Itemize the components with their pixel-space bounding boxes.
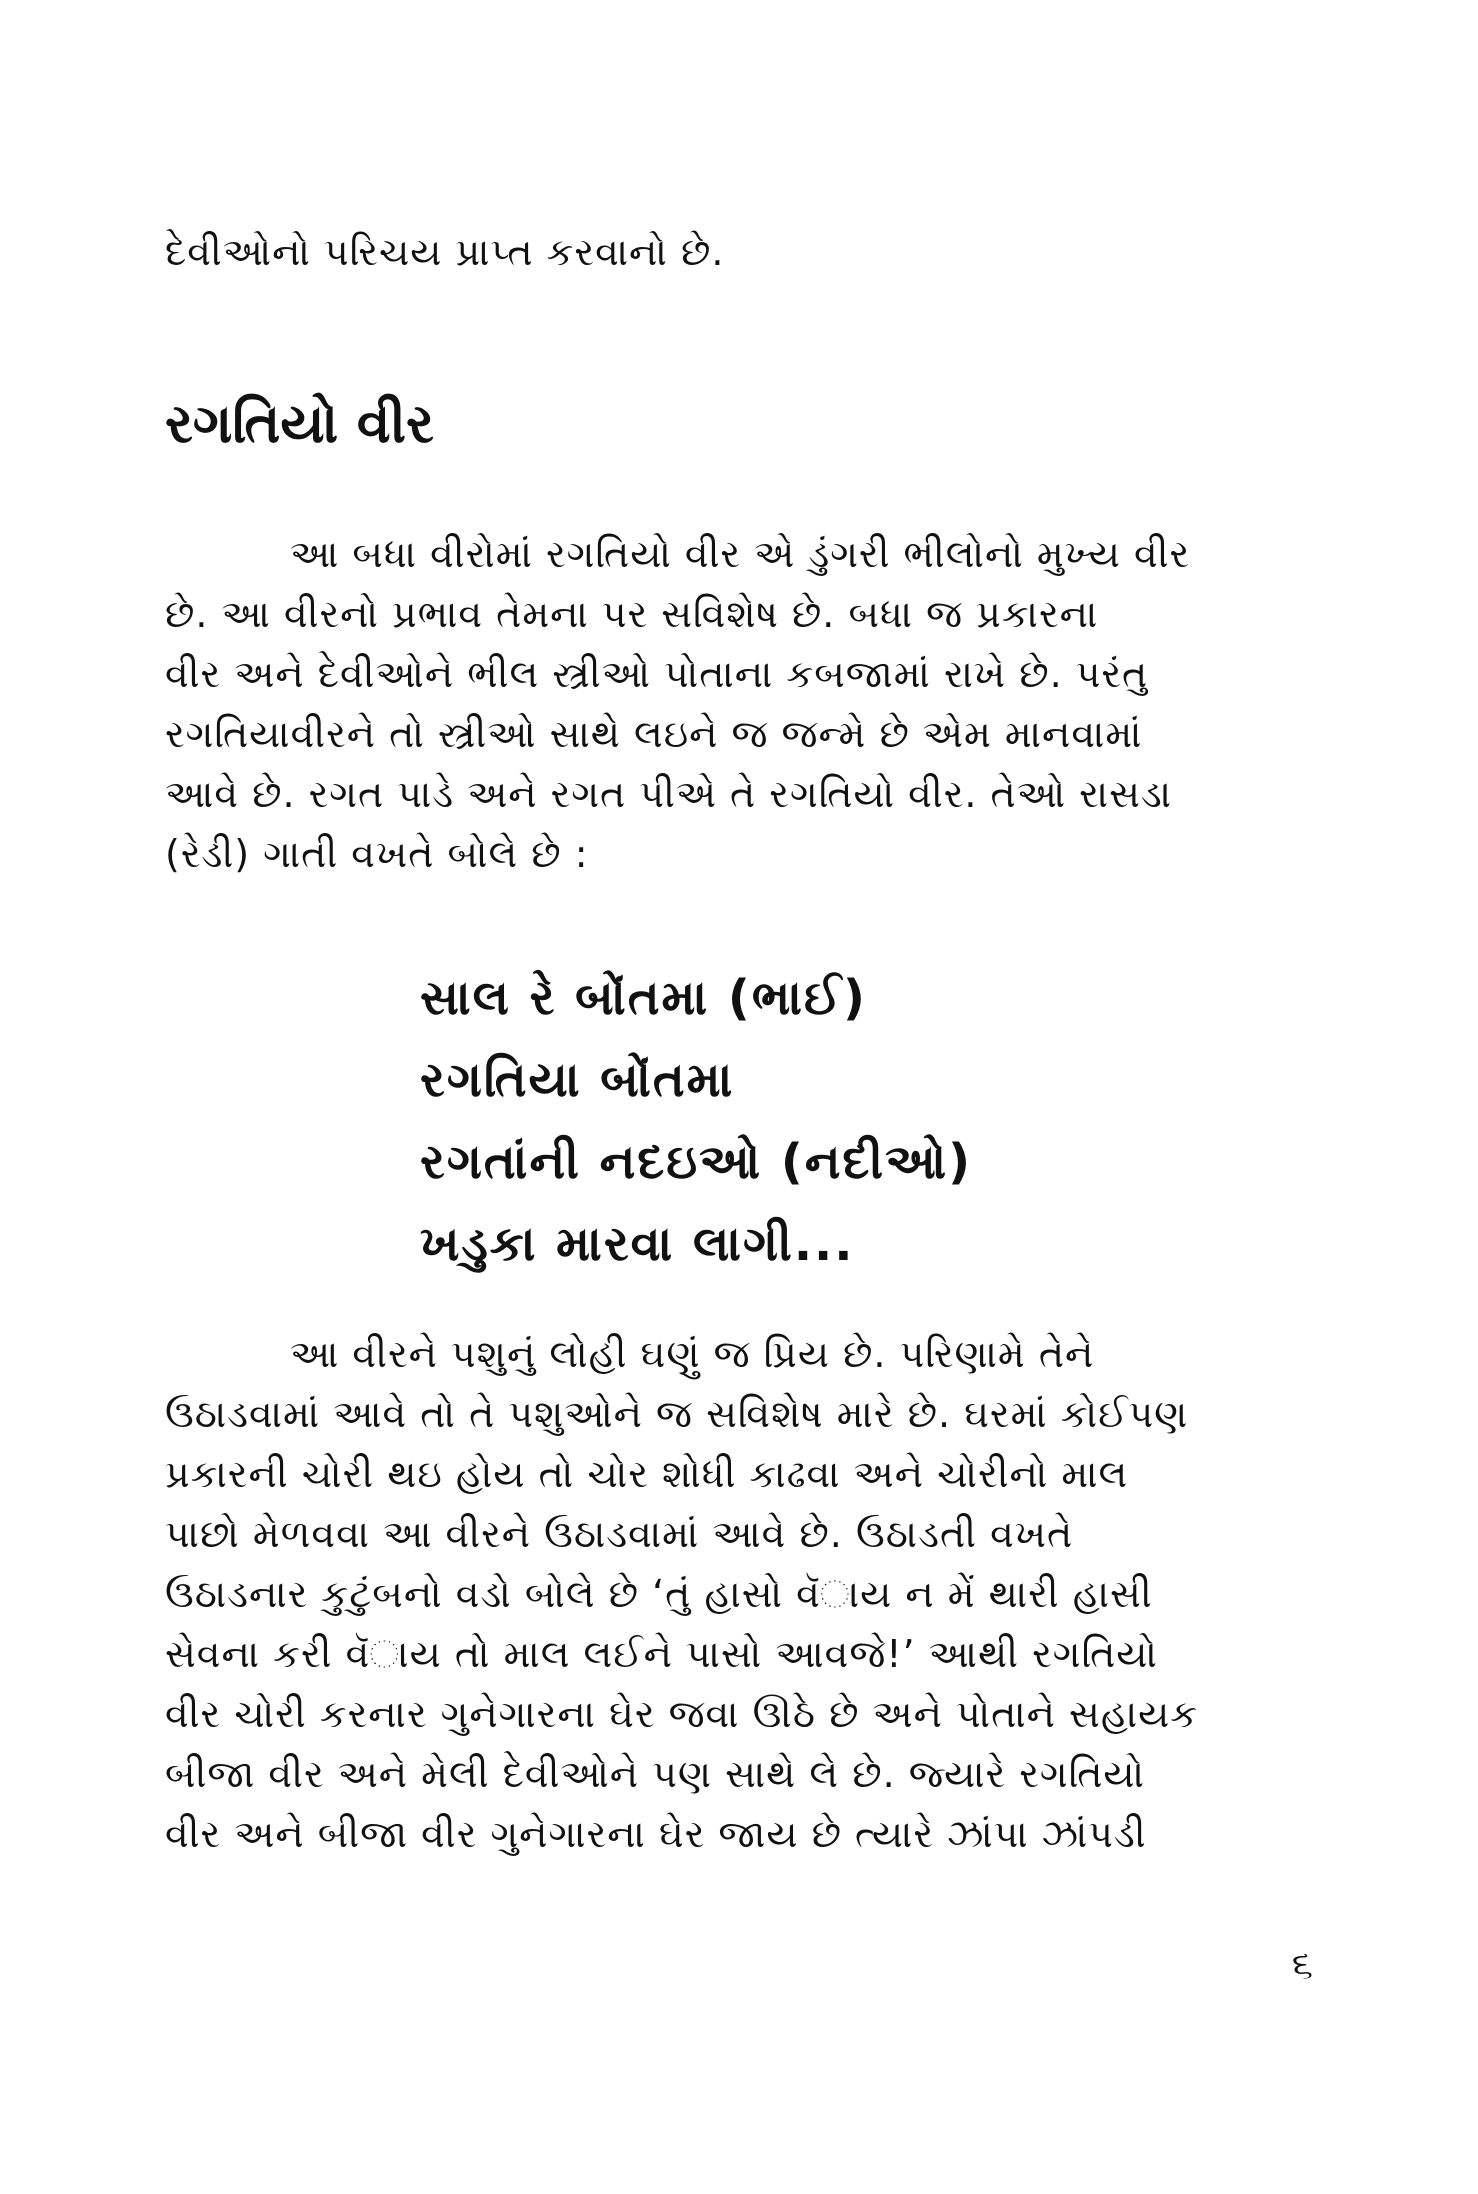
paragraph-line: વીર અને દેવીઓને ભીલ સ્ત્રીઓ પોતાના કબજામાં રાખે છે. પરંતુ <box>165 652 1149 696</box>
paragraph-line: બીજા વીર અને મેલી દેવીઓને પણ સાથે લે છે. જ્યારે રગતિયો <box>165 1752 1146 1796</box>
page-number: ૬ <box>1291 1942 1313 1986</box>
paragraph-line: છે. આ વીરનો પ્રભાવ તેમના પર સવિશેષ છે. બધા જ પ્રકારના <box>165 592 1099 636</box>
paragraph-line: વીર અને બીજા વીર ગુનેગારના ઘેર જાય છે ત્યારે ઝાંપા ઝાંપડી <box>165 1812 1147 1856</box>
verse-line: ખડુકા મારવા લાગી... <box>420 1216 855 1272</box>
paragraph-line: સેવના કરી વૅાય તો માલ લઈને પાસો આવજે!’ આથી રગતિયો <box>165 1632 1158 1676</box>
paragraph-line: (રેડી) ગાતી વખતે બોલે છે : <box>165 832 589 876</box>
verse-line: સાલ રે બોંતમા (ભાઈ) <box>420 970 867 1026</box>
paragraph-line: આ બધા વીરોમાં રગતિયો વીર એ ડુંગરી ભીલોનો મુખ્ય વીર <box>290 532 1191 576</box>
paragraph-line: પ્રકારની ચોરી થઇ હોય તો ચોર શોધી કાઢવા અને ચોરીનો માલ <box>165 1452 1129 1496</box>
intro-line: દેવીઓનો પરિચય પ્રાપ્ત કરવાનો છે. <box>165 230 725 274</box>
paragraph-line: આ વીરને પશુનું લોહી ઘણું જ પ્રિય છે. પરિણામે તેને <box>290 1332 1095 1376</box>
paragraph-line: રગતિયાવીરને તો સ્ત્રીઓ સાથે લઇને જ જન્મે છે એમ માનવામાં <box>165 712 1143 756</box>
verse-line: રગતાંની નદઇઓ (નદીઓ) <box>420 1134 973 1190</box>
paragraph-line: વીર ચોરી કરનાર ગુનેગારના ઘેર જવા ઊઠે છે અને પોતાને સહાયક <box>165 1692 1199 1736</box>
paragraph-line: ઉઠાડનાર કુટુંબનો વડો બોલે છે ‘તું હાસો વૅાય ન મેં થારી હાસી <box>165 1572 1153 1616</box>
section-heading: રગતિયો વીર <box>165 392 434 455</box>
verse-line: રગતિયા બોંતમા <box>420 1052 735 1108</box>
paragraph-line: ઉઠાડવામાં આવે તો તે પશુઓને જ સવિશેષ મારે છે. ઘરમાં કોઈપણ <box>165 1392 1189 1436</box>
paragraph-line: આવે છે. રગત પાડે અને રગત પીએ તે રગતિયો વીર. તેઓ રાસડા <box>165 772 1173 816</box>
paragraph-line: પાછો મેળવવા આ વીરને ઉઠાડવામાં આવે છે. ઉઠાડતી વખતે <box>165 1512 1074 1556</box>
